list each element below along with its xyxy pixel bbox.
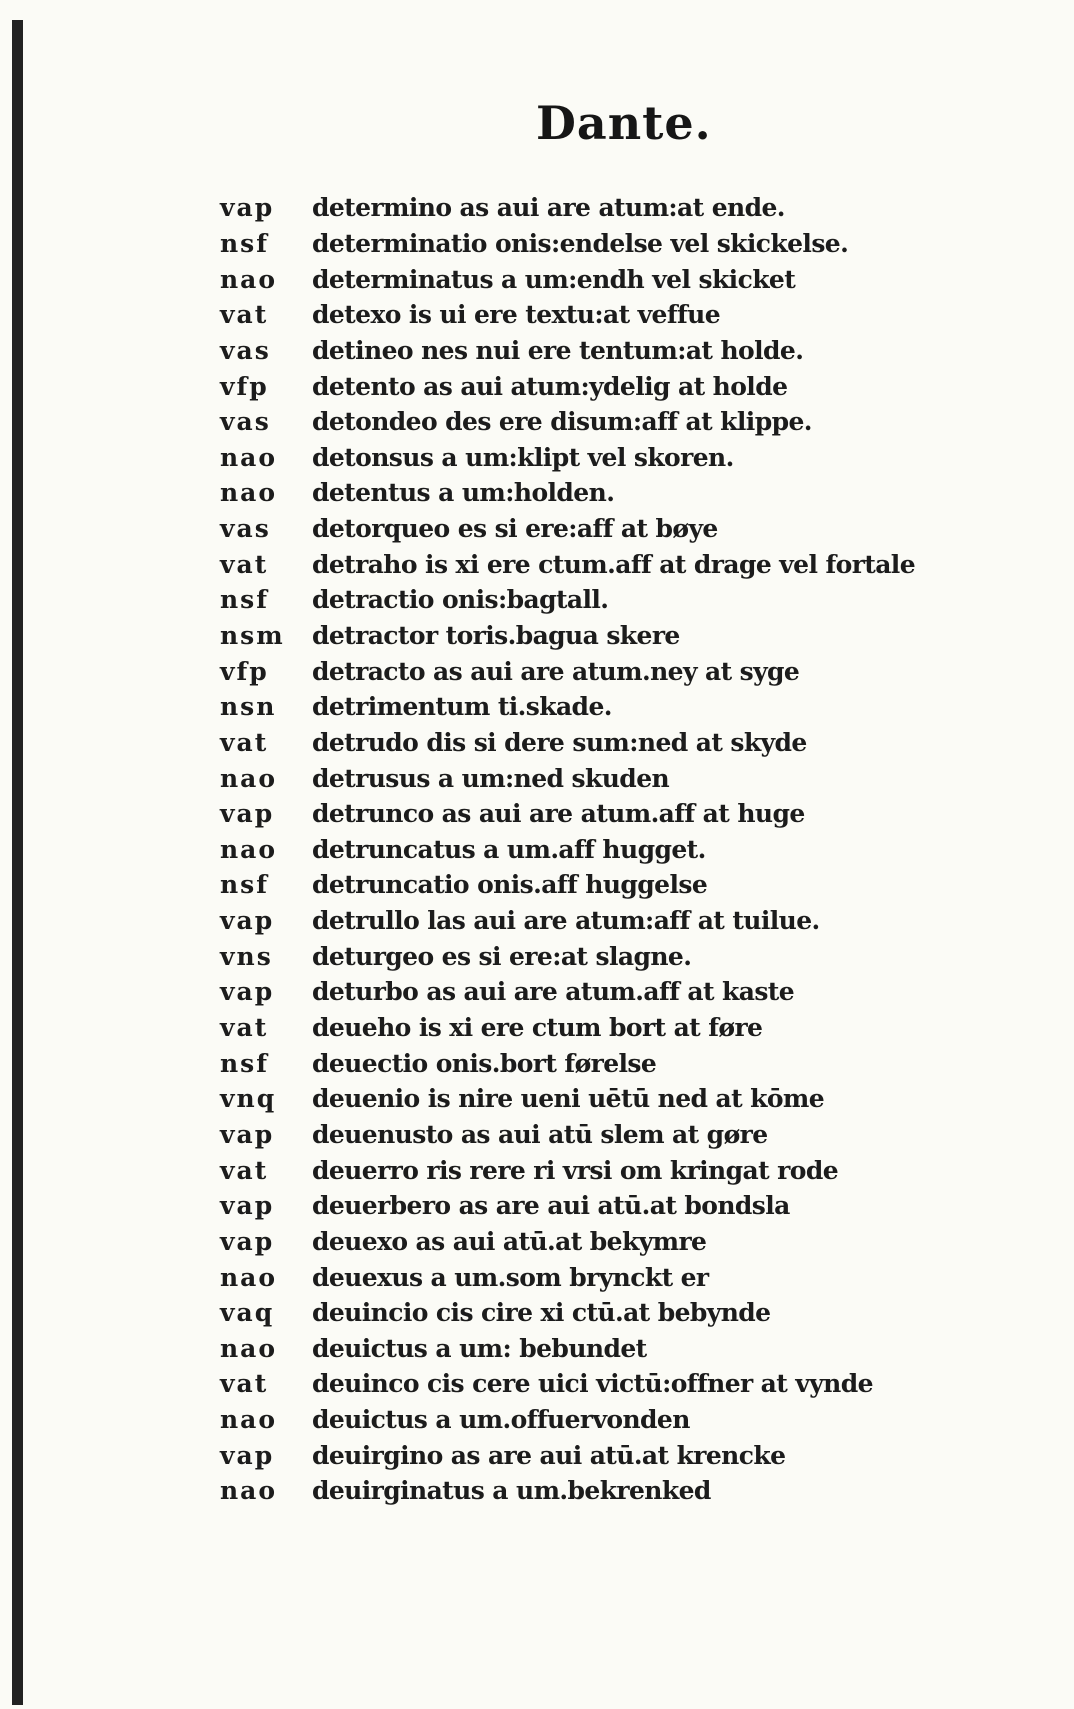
dictionary-entry [220,1010,1000,1046]
grammar-code: vat [220,549,269,579]
entry-text: detrimentum ti.skade. [312,692,612,722]
grammar-code: nsf [220,228,270,258]
entry-text: detractor toris.bagua skere [312,621,680,650]
grammar-code: vfp [220,656,269,686]
entry-text: detexo is ui ere textu:at veffue [312,300,721,330]
grammar-code: nsn [220,692,277,722]
dictionary-entry [220,546,1000,582]
entry-text: deuenusto as aui atū slem at gøre [312,1119,768,1149]
grammar-code: vat [220,1013,269,1043]
dictionary-entry [220,1152,1000,1188]
entry-text: detrunco as aui are atum.aff at huge [312,799,805,829]
grammar-code: vap [220,1226,275,1256]
grammar-code: nao [220,834,278,864]
dictionary-entry [220,1045,1000,1081]
grammar-code: nao [220,1405,278,1435]
entry-text: deturgeo es si ere:at slagne. [312,941,692,971]
grammar-code: nsm [220,621,285,650]
entry-text: detento as aui atum:ydelig at holde [312,371,788,401]
dictionary-entry [220,475,1000,511]
dictionary-entry [220,190,1000,226]
dictionary-entry [220,1331,1000,1367]
dictionary-entry [220,938,1000,974]
dictionary-entry [220,404,1000,440]
dictionary-entry [220,1366,1000,1402]
entry-text: determino as aui are atum:at ende. [312,193,785,223]
grammar-code: nsf [220,870,270,900]
grammar-code: vap [220,1440,275,1470]
grammar-code: vap [220,977,275,1007]
dictionary-entry [220,618,1000,654]
entry-text: deuictus a um: bebundet [312,1333,647,1363]
dictionary-entry [220,760,1000,796]
grammar-code: vap [220,799,275,829]
dictionary-entry [220,689,1000,725]
entry-text: detondeo des ere disum:aff at klippe. [312,407,812,437]
grammar-code: vas [220,514,271,544]
dictionary-entry [220,867,1000,903]
dictionary-entries [220,190,1000,1509]
dictionary-entry [220,1259,1000,1295]
grammar-code: nao [220,1476,278,1506]
grammar-code: vap [220,193,275,223]
dictionary-entry [220,974,1000,1010]
entry-text: deuinco cis cere uici victū:offner at vynde [312,1369,873,1399]
grammar-code: vns [220,941,273,971]
entry-text: detrullo las aui are atum:aff at tuilue. [312,906,820,936]
dictionary-entry [220,1402,1000,1438]
dictionary-entry [220,368,1000,404]
grammar-code: vat [220,1155,269,1185]
dictionary-entry [220,511,1000,547]
entry-text: deuerro ris rere ri vrsi om kringat rode [312,1155,839,1185]
entry-text: deuictus a um.offuervonden [312,1405,690,1435]
dictionary-entry [220,582,1000,618]
dictionary-entry [220,1081,1000,1117]
dictionary-entry [220,1473,1000,1509]
dictionary-entry [220,1188,1000,1224]
entry-text: deuexus a um.som brynckt er [312,1262,709,1292]
dictionary-entry [220,297,1000,333]
grammar-code: vap [220,1191,275,1221]
grammar-code: vat [220,300,269,330]
entry-text: detruncatio onis.aff huggelse [312,870,708,900]
dictionary-entry [220,1117,1000,1153]
dictionary-entry [220,653,1000,689]
entry-text: detineo nes nui ere tentum:at holde. [312,335,804,365]
grammar-code: vat [220,727,269,757]
grammar-code: nao [220,1333,278,1363]
grammar-code: nao [220,763,278,793]
entry-text: detonsus a um:klipt vel skoren. [312,442,734,472]
grammar-code: vas [220,407,271,437]
entry-text: detentus a um:holden. [312,478,615,508]
entry-text: determinatio onis:endelse vel skickelse. [312,228,849,258]
grammar-code: nao [220,478,278,508]
entry-text: deturbo as aui are atum.aff at kaste [312,977,795,1007]
grammar-code: vap [220,906,275,936]
entry-text: deuincio cis cire xi ctū.at bebynde [312,1298,771,1328]
dictionary-entry [220,796,1000,832]
entry-text: detruncatus a um.aff hugget. [312,834,706,864]
page-left-edge [12,20,23,1705]
grammar-code: nsf [220,585,270,615]
grammar-code: vat [220,1369,269,1399]
entry-text: detrusus a um:ned skuden [312,763,670,793]
dictionary-entry [220,1437,1000,1473]
entry-text: deuirgino as are aui atū.at krencke [312,1440,786,1470]
entry-text: detrudo dis si dere sum:ned at skyde [312,727,807,757]
book-page [24,0,1074,1709]
dictionary-entry [220,725,1000,761]
grammar-code: vas [220,335,271,365]
dictionary-entry [220,226,1000,262]
dictionary-entry [220,333,1000,369]
entry-text: determinatus a um:endh vel skicket [312,264,796,294]
dictionary-entry [220,439,1000,475]
entry-text: detorqueo es si ere:aff at bøye [312,514,718,544]
entry-text: deuectio onis.bort førelse [312,1048,657,1078]
grammar-code: nao [220,442,278,472]
grammar-code: vnq [220,1084,277,1114]
dictionary-entry [220,832,1000,868]
dictionary-entry [220,1295,1000,1331]
entry-text: detraho is xi ere ctum.aff at drage vel fortale [312,549,916,579]
entry-text: deueho is xi ere ctum bort at føre [312,1013,763,1043]
grammar-code: vap [220,1119,275,1149]
entry-text: deuexo as aui atū.at bekymre [312,1226,707,1256]
entry-text: deuerbero as are aui atū.at bondsla [312,1191,790,1221]
grammar-code: vaq [220,1298,275,1328]
dictionary-entry [220,1224,1000,1260]
grammar-code: nao [220,264,278,294]
entry-text: detractio onis:bagtall. [312,585,609,615]
entry-text: detracto as aui are atum.ney at syge [312,656,800,686]
dictionary-entry [220,903,1000,939]
entry-text: deuenio is nire ueni uētū ned at kōme [312,1084,825,1114]
grammar-code: vfp [220,371,269,401]
grammar-code: nao [220,1262,278,1292]
entry-text: deuirginatus a um.bekrenked [312,1476,711,1506]
grammar-code: nsf [220,1048,270,1078]
dictionary-entry [220,261,1000,297]
running-head: Dante. [536,96,712,150]
